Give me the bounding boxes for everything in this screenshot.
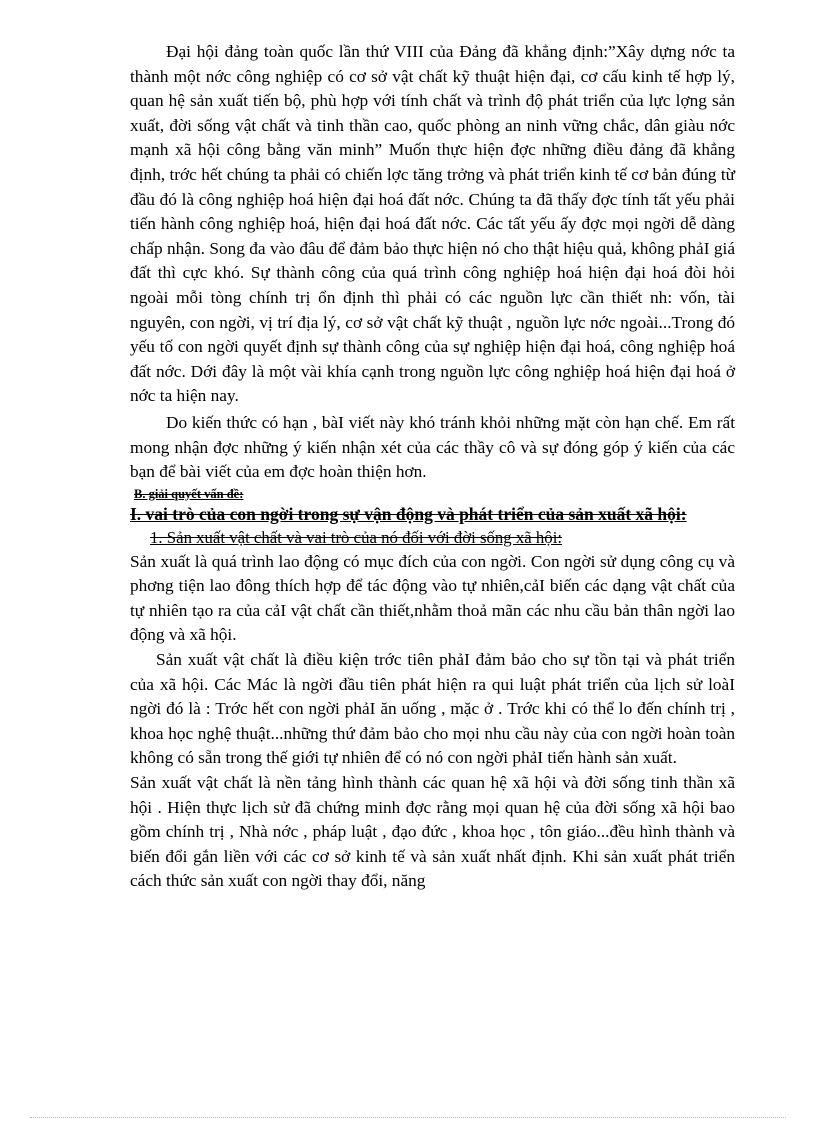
social-foundation-paragraph: Sản xuất vật chất là nền tảng hình thành các quan hệ xã hội và đời sống tinh thần xã hội . Hiện thực lịch sử đã chứng minh đợc rằng mọi quan hệ của đời sống xã hội bao gồm chính trị , Nhà nớc , pháp luật , đạo đức , khoa học , tôn giáo...đều hình thành và biến đổi gắn liền với các cơ sở kinh tế và sản xuất nhất định. Khi sản xuất phát triển cách thức sản xuất con ngời thay đổi, năng xyxy=(130,773,735,891)
disclaimer-paragraph: Do kiến thức có hạn , bàI viết này khó tránh khỏi những mặt còn hạn chế. Em rất mong nhận đợc những ý kiến nhận xét của các thầy cô và sự đóng góp ý kiến của các bạn để bài viết của em đợc hoàn thiện hơn. xyxy=(130,412,735,482)
intro-paragraph: Đại hội đảng toàn quốc lần thứ VIII của Đảng đã khẳng định:”Xây dựng nớc ta thành một nớc công nghiệp có cơ sở vật chất kỹ thuật hiện đại, cơ cấu kinh tế hợp lý, quan hệ sản xuất tiến bộ, phù hợp với tính chất và trình độ phát triển của lực lợng sản xuất, đời sống vật chất và tinh thần cao, quốc phòng an ninh vững chắc, dân giàu nớc mạnh xã hội công bằng văn minh” Muốn thực hiện đợc những điều đảng đã khẳng định, trớc hết chúng ta phải có chiến lợc tăng trởng và phát triển kinh tế cơ bản đúng từ đầu đó là công nghiệp hoá hiện đại hoá đất nớc. Chúng ta đã thấy đợc tính tất yếu phải tiến hành công nghiệp hoá, hiện đại hoá đất nớc. Các tất yếu ấy đợc mọi ngời dễ dàng chấp nhận. Song đa vào đâu để đảm bảo thực hiện nó cho thật hiệu quả, không phảI giá đất thì cực khó. Sự thành công của quá trình công nghiệp hoá hiện đại hoá đòi hỏi ngoài mỗi tòng chính trị ổn định thì phải có các nguồn lực cần thiết nh: vốn, tài nguyên, con ngời, vị trí địa lý, cơ sở vật chất kỹ thuật , nguồn lực nớc ngoài...Trong đó yếu tố con ngời quyết định sự thành công của sự nghiệp hiện đại hoá, công nghiệp hoá đất nớc. Dới đây là một vài khía cạnh trong nguồn lực công nghiệp hoá hiện đại hoá ở nớc ta hiện nay. xyxy=(130,42,735,406)
section-1-heading xyxy=(130,502,735,526)
document-page xyxy=(130,40,735,894)
material-production-paragraph: Sản xuất vật chất là điều kiện trớc tiên phảI đảm bảo cho sự tồn tại và phát triển của xã hội. Các Mác là ngời đầu tiên phát hiện ra qui luật phát triển của lịch sử loàI ngời đó là : Trớc hết con ngời phảI ăn uống , mặc ở . Trớc khi có thể lo đến chính trị , khoa học nghệ thuật...những thứ đảm bảo cho mọi nhu cầu này của con ngời hoàn toàn không có sẵn trong thế giới tự nhiên để có nó con ngời phảI tiến hành sản xuất. xyxy=(130,650,735,768)
section-b-heading: B. giải quyết vấn đề: xyxy=(134,486,244,501)
subsection-1-heading: 1. Sản xuất vật chất và vai trò của nó đối với đời sống xã hội: xyxy=(150,527,563,547)
section-1-title: I. vai trò của con ngời trong sự vận động và phát triển của sản xuất xã hội xyxy=(130,503,681,524)
production-definition-paragraph: Sản xuất là quá trình lao động có mục đích của con ngời. Con ngời sử dụng công cụ và phơng tiện lao đông thích hợp để tác động vào tự nhiên,cảI biến các dạng vật chất của tự nhiên tạo ra của cảI vật chất cần thiết,nhằm thoả mãn các nhu cầu bản thân ngời lao động và xã hội. xyxy=(130,551,735,645)
page-bottom-divider xyxy=(30,1117,786,1118)
section-1-suffix: : xyxy=(680,503,687,524)
